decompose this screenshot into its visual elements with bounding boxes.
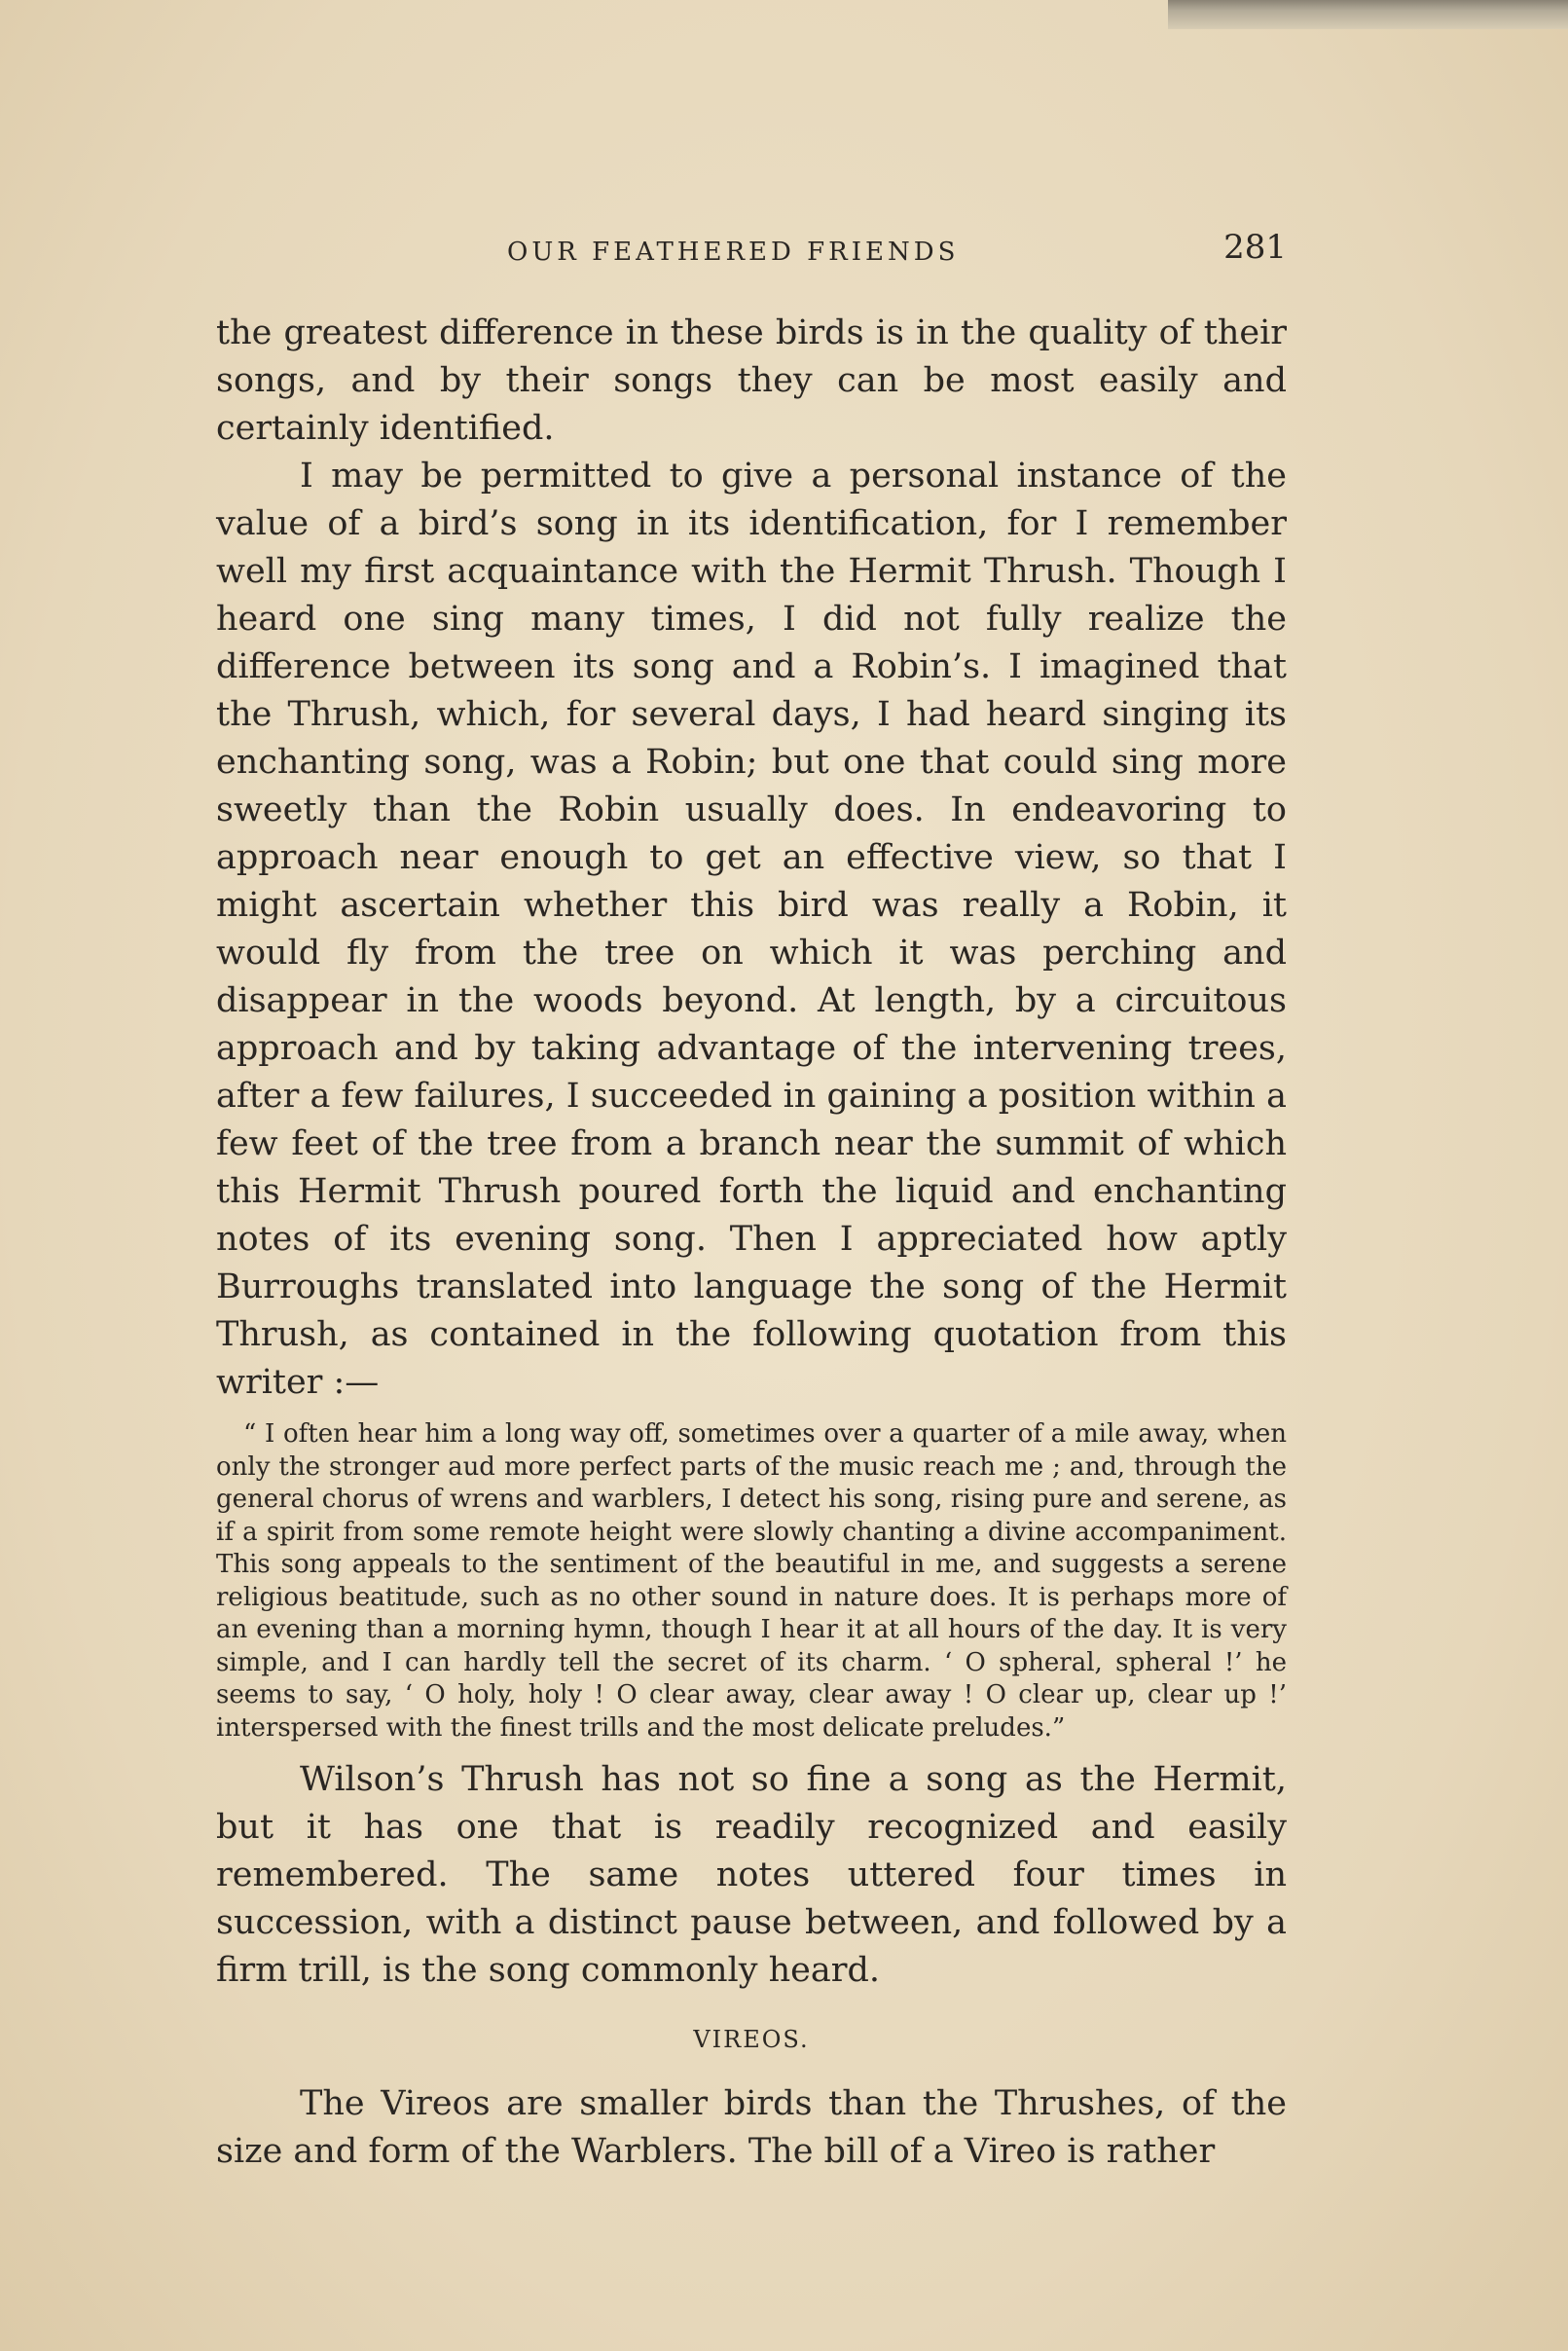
- paragraph-hermit-thrush: I may be permitted to give a personal instance of the value of a bird’s song in its identification, for I remember well my first acquaintance with the Hermit Thrush. Though I heard one sing many times, I did not fully realize the difference between its song and a Robin’s. I imagined that the Thrush, which, for several days, I had heard singing its enchanting song, was a Robin; but one that could sing more sweetly than the Robin usually does. In endeavoring to approach near enough to get an effective view, so that I might ascertain whether this bird was really a Robin, it would fly from the tree on which it was perching and disappear in the woods beyond. At length, by a circuitous approach and by taking advantage of the intervening trees, after a few failures, I succeeded in gaining a position within a few feet of the tree from a branch near the summit of which this Hermit Thrush poured forth the liquid and enchanting notes of its evening song. Then I appreciated how aptly Burroughs translated into language the song of the Hermit Thrush, as contained in the following quotation from this writer :—: [216, 457, 1287, 1402]
- page-header: [216, 228, 1287, 276]
- page-number: 281: [1223, 228, 1287, 267]
- section-heading: VIREOS.: [693, 2026, 810, 2053]
- page-edge-shadow: [1168, 0, 1568, 29]
- paragraph-continuation: the greatest difference in these birds is in the quality of their songs, and by their songs they can be most easily and certainly identified.: [216, 313, 1287, 448]
- paragraph-wilsons-thrush: Wilson’s Thrush has not so fine a song as the Hermit, but it has one that is readily recognized and easily remembered. The same notes uttered four times in succession, with a distinct pause between, and followed by a firm trill, is the song commonly heard.: [216, 1760, 1287, 1990]
- running-title: OUR FEATHERED FRIENDS: [507, 238, 960, 267]
- body-text: [216, 310, 1287, 2176]
- paragraph-vireos: The Vireos are smaller birds than the Thrushes, of the size and form of the Warblers. The bill of a Vireo is rather: [216, 2084, 1287, 2171]
- block-quotation: “ I often hear him a long way off, sometimes over a quarter of a mile away, when only the stronger aud more perfect parts of the music reach me ; and, through the general chorus of wrens and warblers, I detect his song, rising pure and serene, as if a spirit from some remote height were slowly chanting a divine accompaniment. This song appeals to the sentiment of the beautiful in me, and suggests a serene religious beatitude, such as no other sound in nature does. It is perhaps more of an evening than a morning hymn, though I hear it at all hours of the day. It is very simple, and I can hardly tell the secret of its charm. ‘ O spheral, spheral !’ he seems to say, ‘ O holy, holy ! O clear away, clear away ! O clear up, clear up !’ interspersed with the finest trills and the most delicate preludes.”: [216, 1419, 1287, 1743]
